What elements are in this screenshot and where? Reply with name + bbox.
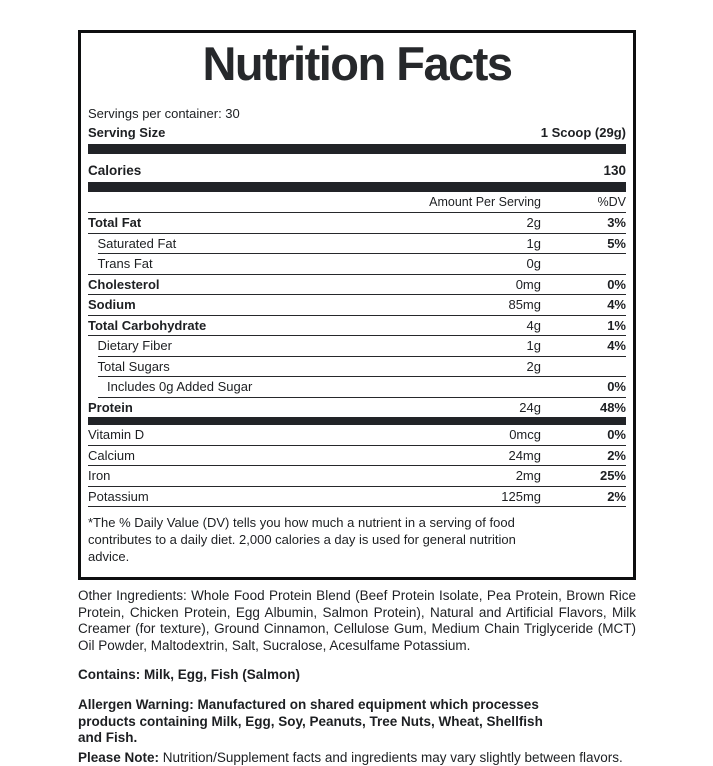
nutrient-name: Calcium: [88, 447, 135, 463]
nutrient-dv: 2%: [607, 447, 626, 463]
please-note-text: Nutrition/Supplement facts and ingredients may vary slightly between flavors.: [159, 749, 623, 765]
dv-footnote: *The % Daily Value (DV) tells you how much a nutrient in a serving of food contributes to a daily diet. 2,000 calories a day is used for general nutrition advice.: [88, 515, 516, 565]
nutrient-name: Total Sugars: [97, 358, 170, 374]
calories-row: [88, 163, 626, 182]
nutrient-row-protein: [88, 398, 626, 418]
calories-label: Calories: [88, 163, 142, 179]
dv-header: %DV: [597, 195, 626, 210]
nutrient-dv: 1%: [607, 317, 626, 333]
nutrient-row-total-sugars: [88, 357, 626, 377]
nutrient-dv: 2%: [607, 488, 626, 504]
nutrient-amount: 0mcg: [509, 427, 541, 443]
nutrient-row-dietary-fiber: [88, 336, 626, 356]
allergen-warning-line: and Fish.: [78, 730, 138, 746]
thick-divider-serving: [88, 144, 626, 154]
thick-divider-calories: [88, 182, 626, 192]
nutrient-amount: 85mg: [508, 297, 541, 313]
nutrient-row-total-carbohydrate: [88, 316, 626, 336]
nutrient-row-trans-fat: [88, 254, 626, 274]
nutrient-row-saturated-fat: [88, 234, 626, 254]
serving-size-row: [88, 123, 626, 144]
nutrient-amount: 1g: [526, 338, 541, 354]
vitamin-table: [88, 425, 626, 507]
nutrient-dv: 5%: [607, 235, 626, 251]
serving-size-label: Serving Size: [88, 125, 166, 141]
nutrient-row-cholesterol: [88, 275, 626, 295]
nutrient-dv: 0%: [607, 427, 626, 443]
servings-per-container: Servings per container: 30: [88, 106, 240, 122]
nutrient-amount: 0g: [526, 256, 541, 272]
nutrient-amount: 24g: [519, 399, 541, 415]
nutrient-name: Includes 0g Added Sugar: [107, 379, 253, 395]
amount-per-serving-header: Amount Per Serving: [429, 195, 541, 210]
nutrient-table: [88, 213, 626, 417]
nutrient-name: Iron: [88, 468, 111, 484]
nutrient-dv: 48%: [599, 399, 626, 415]
nutrient-name: Sodium: [88, 297, 136, 313]
calories-value: 130: [603, 163, 626, 179]
nutrient-dv: 0%: [607, 276, 626, 292]
nutrient-name: Protein: [88, 399, 133, 415]
nutrient-name: Cholesterol: [88, 276, 160, 292]
nutrient-dv: 3%: [607, 215, 626, 231]
nutrition-label-page: [78, 30, 636, 766]
vitamin-row-calcium: [88, 446, 626, 466]
column-header-row: [88, 192, 626, 212]
nutrient-name: Saturated Fat: [97, 235, 177, 251]
please-note-label: Please Note:: [78, 749, 160, 765]
vitamin-row-vitamin-d: [88, 425, 626, 445]
nutrition-facts-panel: [78, 30, 636, 580]
nutrient-dv: 4%: [607, 297, 626, 313]
nutrient-row-sodium: [88, 295, 626, 315]
nutrient-amount: 4g: [526, 317, 541, 333]
serving-size-value: 1 Scoop (29g): [540, 125, 626, 141]
nutrient-amount: 1g: [526, 235, 541, 251]
allergen-warning-line: products containing Milk, Egg, Soy, Peanuts, Tree Nuts, Wheat, Shellfish: [78, 713, 543, 729]
nutrient-name: Trans Fat: [97, 256, 153, 272]
other-ingredients: Other Ingredients: Whole Food Protein Blend (Beef Protein Isolate, Pea Protein, Brown Rice Protein, Chicken Protein, Egg Albumin, Salmon Protein), Natural and Artificial Flavors, Milk Creamer (for texture), Ground Cinnamon, Cellulose Gum, Medium Chain Triglyceride (MCT) Oil Powder, Maltodextrin, Salt, Sucralose, Acesulfame Potassium.: [78, 588, 636, 653]
allergen-warning-line: Allergen Warning: Manufactured on shared equipment which processes: [78, 697, 539, 713]
nutrient-amount: 24mg: [508, 447, 541, 463]
thick-divider-protein: [88, 417, 626, 425]
nutrient-amount: 2g: [526, 358, 541, 374]
nutrient-name: Potassium: [88, 488, 149, 504]
nutrient-amount: 0mg: [515, 276, 541, 292]
please-note: [78, 750, 636, 766]
nutrient-name: Total Fat: [88, 215, 142, 231]
nutrient-row-total-fat: [88, 213, 626, 233]
nutrient-amount: 125mg: [501, 488, 541, 504]
nutrient-name: Total Carbohydrate: [88, 317, 207, 333]
contains-statement: Contains: Milk, Egg, Fish (Salmon): [78, 667, 301, 683]
nutrient-name: Vitamin D: [88, 427, 145, 443]
allergen-warning: [78, 697, 636, 747]
nutrient-row-includes-0g-added-sugar: [88, 377, 626, 397]
nutrient-amount: 2g: [526, 215, 541, 231]
panel-title: Nutrition Facts: [202, 37, 512, 90]
nutrient-dv: 0%: [607, 379, 626, 395]
vitamin-row-potassium: [88, 487, 626, 507]
vitamin-row-iron: [88, 466, 626, 486]
nutrient-amount: 2mg: [515, 468, 541, 484]
nutrient-name: Dietary Fiber: [97, 338, 172, 354]
nutrient-dv: 4%: [607, 338, 626, 354]
nutrient-dv: 25%: [599, 468, 626, 484]
